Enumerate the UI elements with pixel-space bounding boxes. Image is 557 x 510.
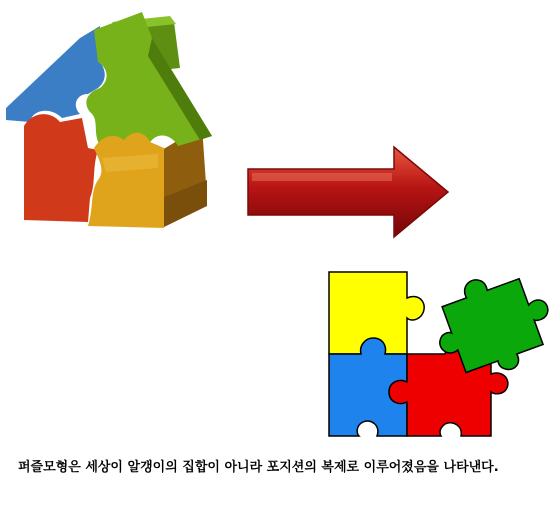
right-arrow-illustration: [244, 145, 452, 240]
figure-caption: 퍼즐모형은 세상이 알갱이의 집합이 아니라 포지션의 복제로 이루어졌음을 나타낸다.: [18, 460, 499, 475]
house-wall-orange-piece: [88, 133, 164, 228]
puzzle-house-illustration: [2, 8, 217, 240]
house-wall-red-piece: [24, 114, 98, 222]
arrow-shape: [248, 147, 448, 237]
flat-puzzle-illustration: [325, 262, 555, 440]
arrow-highlight: [252, 173, 392, 181]
